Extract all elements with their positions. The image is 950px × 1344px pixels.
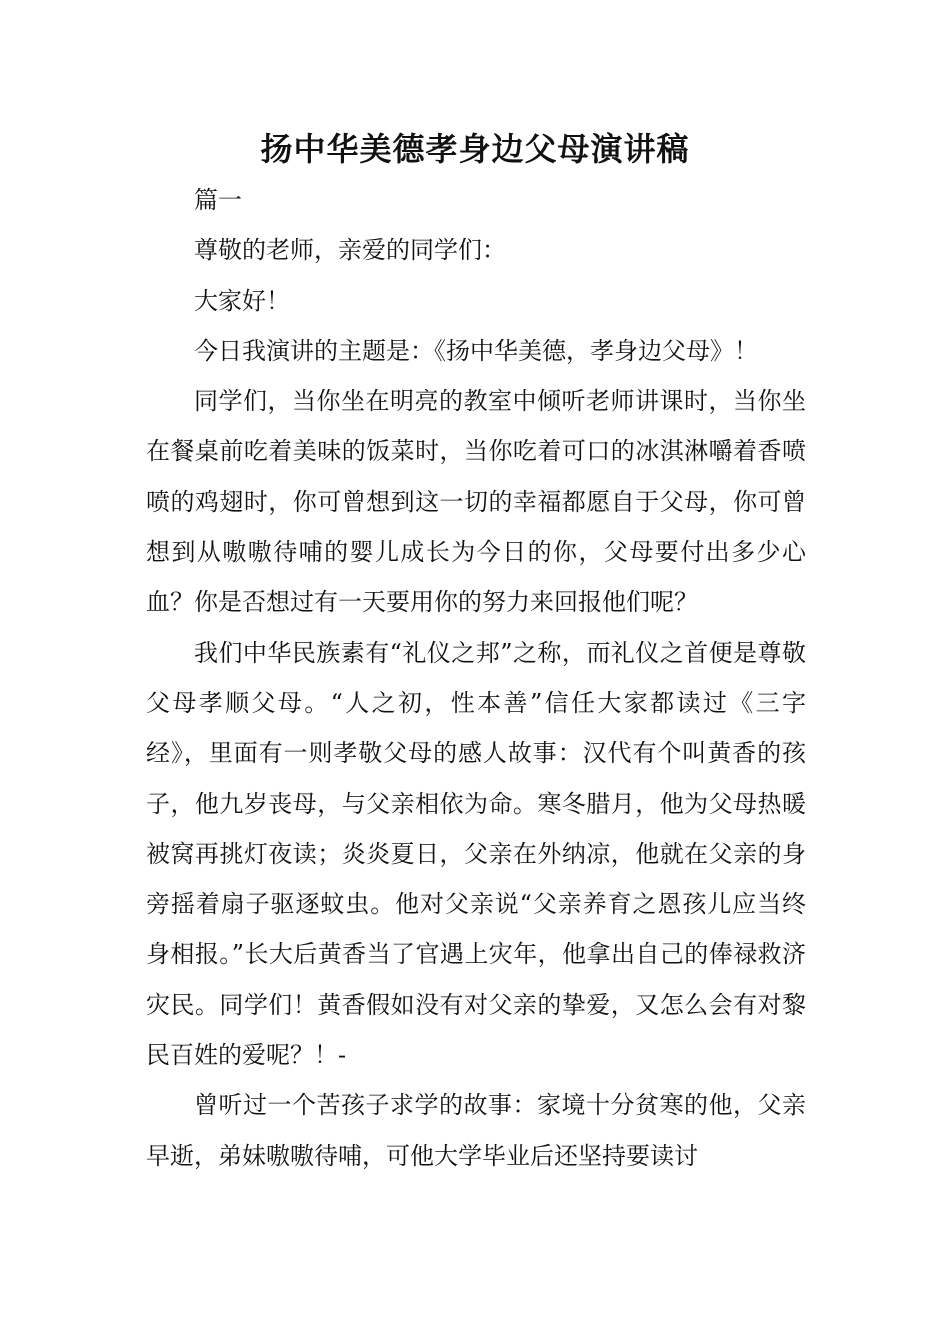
paragraph-topic: 今日我演讲的主题是：《扬中华美德，孝身边父母》！ (194, 336, 758, 365)
document-title: 扬中华美德孝身边父母演讲稿 (260, 130, 690, 168)
paragraph-section-heading: 篇一 (194, 186, 242, 214)
paragraph-salutation: 尊敬的老师，亲爱的同学们： (194, 236, 506, 265)
document-body (146, 175, 806, 1181)
paragraph-body-1: 同学们，当你坐在明亮的教室中倾听老师讲课时，当你坐在餐桌前吃着美味的饭菜时，当你吃着可口的冰淇淋嚼着香喷喷的鸡翅时，你可曾想到这一切的幸福都愿自于父母，你可曾想到从嗷嗷待哺的婴儿成长为今日的你，父母要付出多少心血？你是否想过有一天要用你的努力来回报他们呢？ (146, 387, 806, 617)
paragraph-body-2: 我们中华民族素有“礼仪之邦”之称，而礼仪之首便是尊敬父母孝顺父母。“人之初，性本善”信任大家都读过《三字经》，里面有一则孝敬父母的感人故事：汉代有个叫黄香的孩子，他九岁丧母，与父亲相依为命。寒冬腊月，他为父母热暖被窝再挑灯夜读；炎炎夏日，父亲在外纳凉，他就在父亲的身旁摇着扇子驱逐蚊虫。他对父亲说“父亲养育之恩孩儿应当终身相报。”长大后黄香当了官遇上灾年，他拿出自己的俸禄救济灾民。同学们！黄香假如没有对父亲的挚爱，又怎么会有对黎民百姓的爱呢？！- (146, 638, 806, 1070)
paragraph-body-3: 曾听过一个苦孩子求学的故事：家境十分贫寒的他，父亲早逝，弟妹嗷嗷待哺，可他大学毕业后还坚持要读讨 (146, 1091, 806, 1170)
paragraph-greeting: 大家好！ (194, 286, 290, 315)
